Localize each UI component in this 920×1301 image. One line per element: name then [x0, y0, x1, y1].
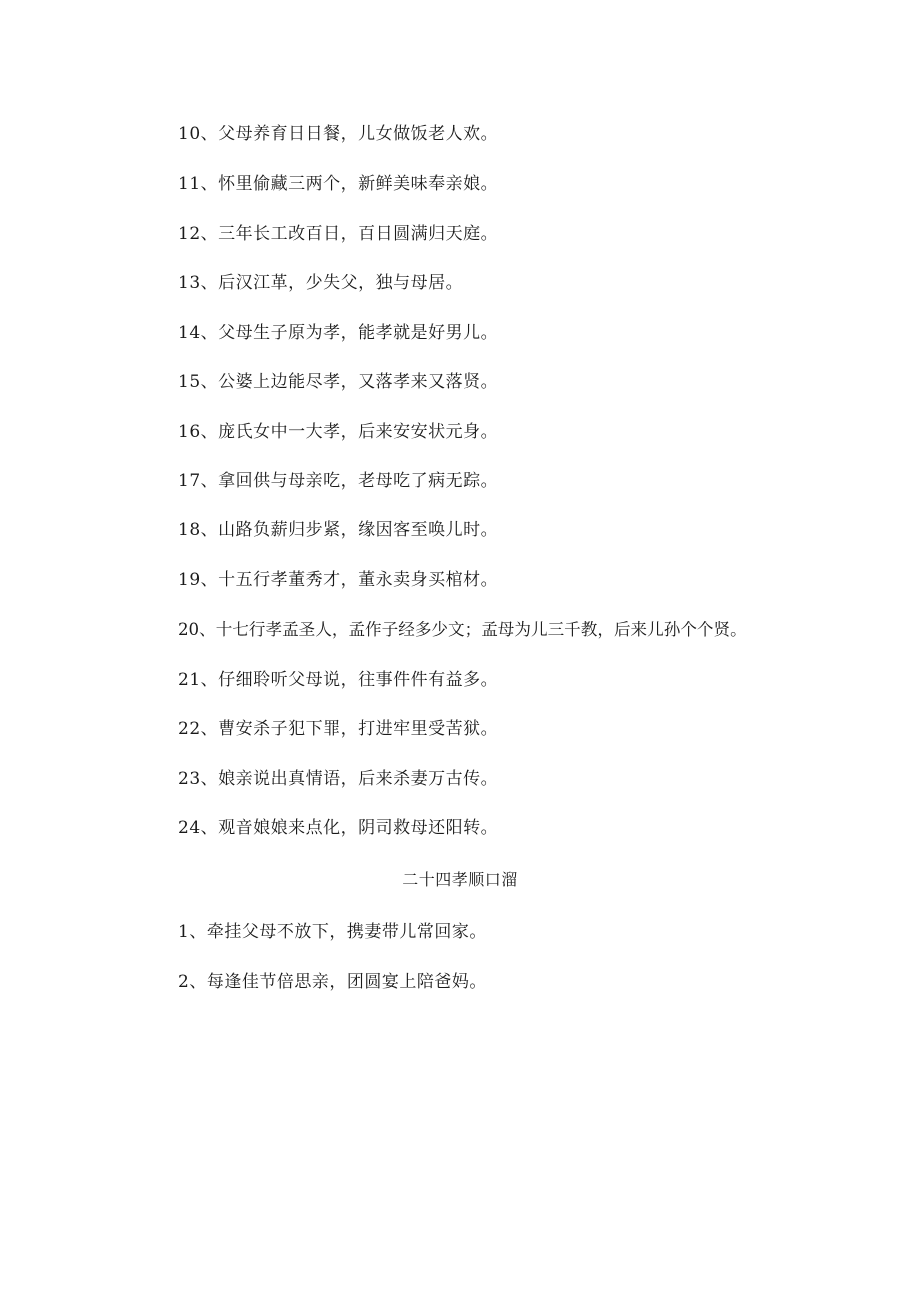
- text-line-19: 19、十五行孝董秀才，董永卖身买棺材。: [178, 570, 499, 590]
- text-line-18: 18、山路负薪归步紧，缘因客至唤儿时。: [178, 520, 499, 540]
- text-line-2: 2、每逢佳节倍思亲，团圆宴上陪爸妈。: [178, 972, 487, 992]
- text-line-13: 13、后汉江革，少失父，独与母居。: [178, 273, 464, 293]
- text-line-16: 16、庞氏女中一大孝，后来安安状元身。: [178, 422, 499, 442]
- text-line-21: 21、仔细聆听父母说，往事件件有益多。: [178, 670, 499, 690]
- section-title: 二十四孝顺口溜: [402, 870, 518, 889]
- text-line-12: 12、三年长工改百日，百日圆满归天庭。: [178, 224, 499, 244]
- text-line-11: 11、怀里偷藏三两个，新鲜美味奉亲娘。: [178, 174, 499, 194]
- text-line-22: 22、曹安杀子犯下罪，打进牢里受苦狱。: [178, 719, 499, 739]
- text-line-24: 24、观音娘娘来点化，阴司救母还阳转。: [178, 818, 499, 838]
- text-line-15: 15、公婆上边能尽孝，又落孝来又落贤。: [178, 372, 499, 392]
- text-line-1: 1、牵挂父母不放下，携妻带儿常回家。: [178, 922, 487, 942]
- text-line-14: 14、父母生子原为孝，能孝就是好男儿。: [178, 323, 499, 343]
- text-line-10: 10、父母养育日日餐，儿女做饭老人欢。: [178, 124, 499, 144]
- text-line-23: 23、娘亲说出真情语，后来杀妻万古传。: [178, 769, 499, 789]
- text-line-17: 17、拿回供与母亲吃，老母吃了病无踪。: [178, 471, 499, 491]
- text-line-20: 20、十七行孝孟圣人，孟作子经多少文；孟母为儿三千教，后来儿孙个个贤。: [178, 620, 747, 639]
